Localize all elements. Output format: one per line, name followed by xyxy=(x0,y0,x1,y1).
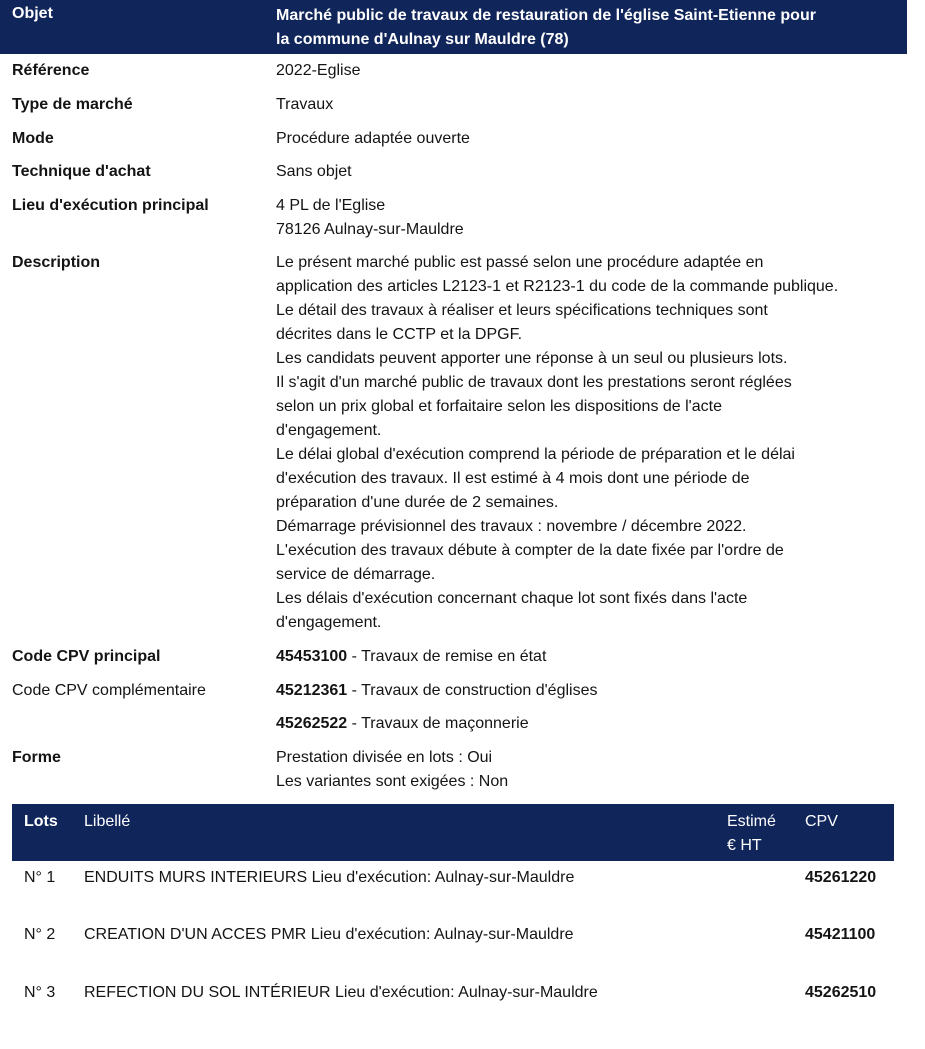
technique-label: Technique d'achat xyxy=(12,163,151,180)
lieu-line: 4 PL de l'Eglise xyxy=(276,197,386,214)
type-value: Travaux xyxy=(276,96,334,113)
lot-title: REFECTION DU SOL INTÉRIEUR xyxy=(84,984,331,1001)
description-value xyxy=(276,251,891,635)
description-line: L'exécution des travaux débute à compter de la date fixée par l'ordre de xyxy=(276,542,784,559)
forme-value xyxy=(276,746,891,794)
cpv-principal-label: Code CPV principal xyxy=(12,648,161,665)
lot-number: N° 2 xyxy=(24,926,56,943)
lot-lieu: Lieu d'exécution: Aulnay-sur-Mauldre xyxy=(310,926,574,943)
type-label: Type de marché xyxy=(12,96,133,113)
mode-value: Procédure adaptée ouverte xyxy=(276,130,470,147)
lot-cpv: 45262510 xyxy=(805,984,877,1001)
forme-line: Les variantes sont exigées : Non xyxy=(276,773,509,790)
cpv-code: 45262522 xyxy=(276,715,348,732)
cpv-complementaire-item xyxy=(276,679,891,703)
objet-line: Marché public de travaux de restauration de l'église Saint-Etienne pour xyxy=(276,7,816,24)
lot-cpv: 45421100 xyxy=(805,926,876,943)
lot-lieu: Lieu d'exécution: Aulnay-sur-Mauldre xyxy=(311,869,575,886)
cpv-code: 45212361 xyxy=(276,682,348,699)
description-line: Le délai global d'exécution comprend la période de préparation et le délai xyxy=(276,446,795,463)
lots-header-estime: Estimé xyxy=(727,813,776,830)
description-line: service de démarrage. xyxy=(276,566,436,583)
cpv-text: - Travaux de construction d'églises xyxy=(347,682,598,699)
lot-lieu: Lieu d'exécution: Aulnay-sur-Mauldre xyxy=(335,984,598,1001)
description-line: décrites dans le CCTP et la DPGF. xyxy=(276,326,523,343)
lieu-line: 78126 Aulnay-sur-Mauldre xyxy=(276,221,464,238)
forme-line: Prestation divisée en lots : Oui xyxy=(276,749,493,766)
lots-header-estime-unit: € HT xyxy=(727,837,762,854)
lieu-value xyxy=(276,194,891,242)
lot-cpv: 45261220 xyxy=(805,869,877,886)
lot-title: CREATION D'UN ACCES PMR xyxy=(84,926,307,943)
description-line: d'engagement. xyxy=(276,614,382,631)
objet-value xyxy=(276,4,896,52)
cpv-complementaire-label: Code CPV complémentaire xyxy=(12,682,206,699)
lots-header-cpv: CPV xyxy=(805,813,838,830)
objet-header xyxy=(0,0,907,54)
description-line: Il s'agit d'un marché public de travaux dont les prestations seront réglées xyxy=(276,374,792,391)
description-line: préparation d'une durée de 2 semaines. xyxy=(276,494,559,511)
lots-table-header xyxy=(12,804,894,861)
description-line: selon un prix global et forfaitaire selon les dispositions de l'acte xyxy=(276,398,722,415)
description-line: Le présent marché public est passé selon une procédure adaptée en xyxy=(276,254,764,271)
lieu-label: Lieu d'exécution principal xyxy=(12,197,209,214)
description-line: d'exécution des travaux. Il est estimé à 4 mois dont une période de xyxy=(276,470,750,487)
lot-number: N° 1 xyxy=(24,869,56,886)
mode-label: Mode xyxy=(12,130,54,147)
lots-header-libelle: Libellé xyxy=(84,813,131,830)
reference-label: Référence xyxy=(12,62,90,79)
cpv-text: - Travaux de remise en état xyxy=(347,648,547,665)
technique-value: Sans objet xyxy=(276,163,352,180)
cpv-text: - Travaux de maçonnerie xyxy=(347,715,529,732)
description-line: Le détail des travaux à réaliser et leurs spécifications techniques sont xyxy=(276,302,768,319)
lot-title: ENDUITS MURS INTERIEURS xyxy=(84,869,308,886)
lots-header-lots: Lots xyxy=(24,813,58,830)
cpv-code: 45453100 xyxy=(276,648,348,665)
description-label: Description xyxy=(12,254,101,271)
objet-label: Objet xyxy=(12,5,53,22)
reference-value: 2022-Eglise xyxy=(276,62,361,79)
description-line: Les candidats peuvent apporter une réponse à un seul ou plusieurs lots. xyxy=(276,350,788,367)
forme-label: Forme xyxy=(12,749,61,766)
description-line: d'engagement. xyxy=(276,422,382,439)
description-line: Démarrage prévisionnel des travaux : novembre / décembre 2022. xyxy=(276,518,747,535)
description-line: Les délais d'exécution concernant chaque lot sont fixés dans l'acte xyxy=(276,590,748,607)
lot-number: N° 3 xyxy=(24,984,56,1001)
objet-line: la commune d'Aulnay sur Mauldre (78) xyxy=(276,31,569,48)
cpv-complementaire-item xyxy=(276,712,891,736)
description-line: application des articles L2123-1 et R2123-1 du code de la commande publique. xyxy=(276,278,839,295)
cpv-principal-value xyxy=(276,645,891,669)
